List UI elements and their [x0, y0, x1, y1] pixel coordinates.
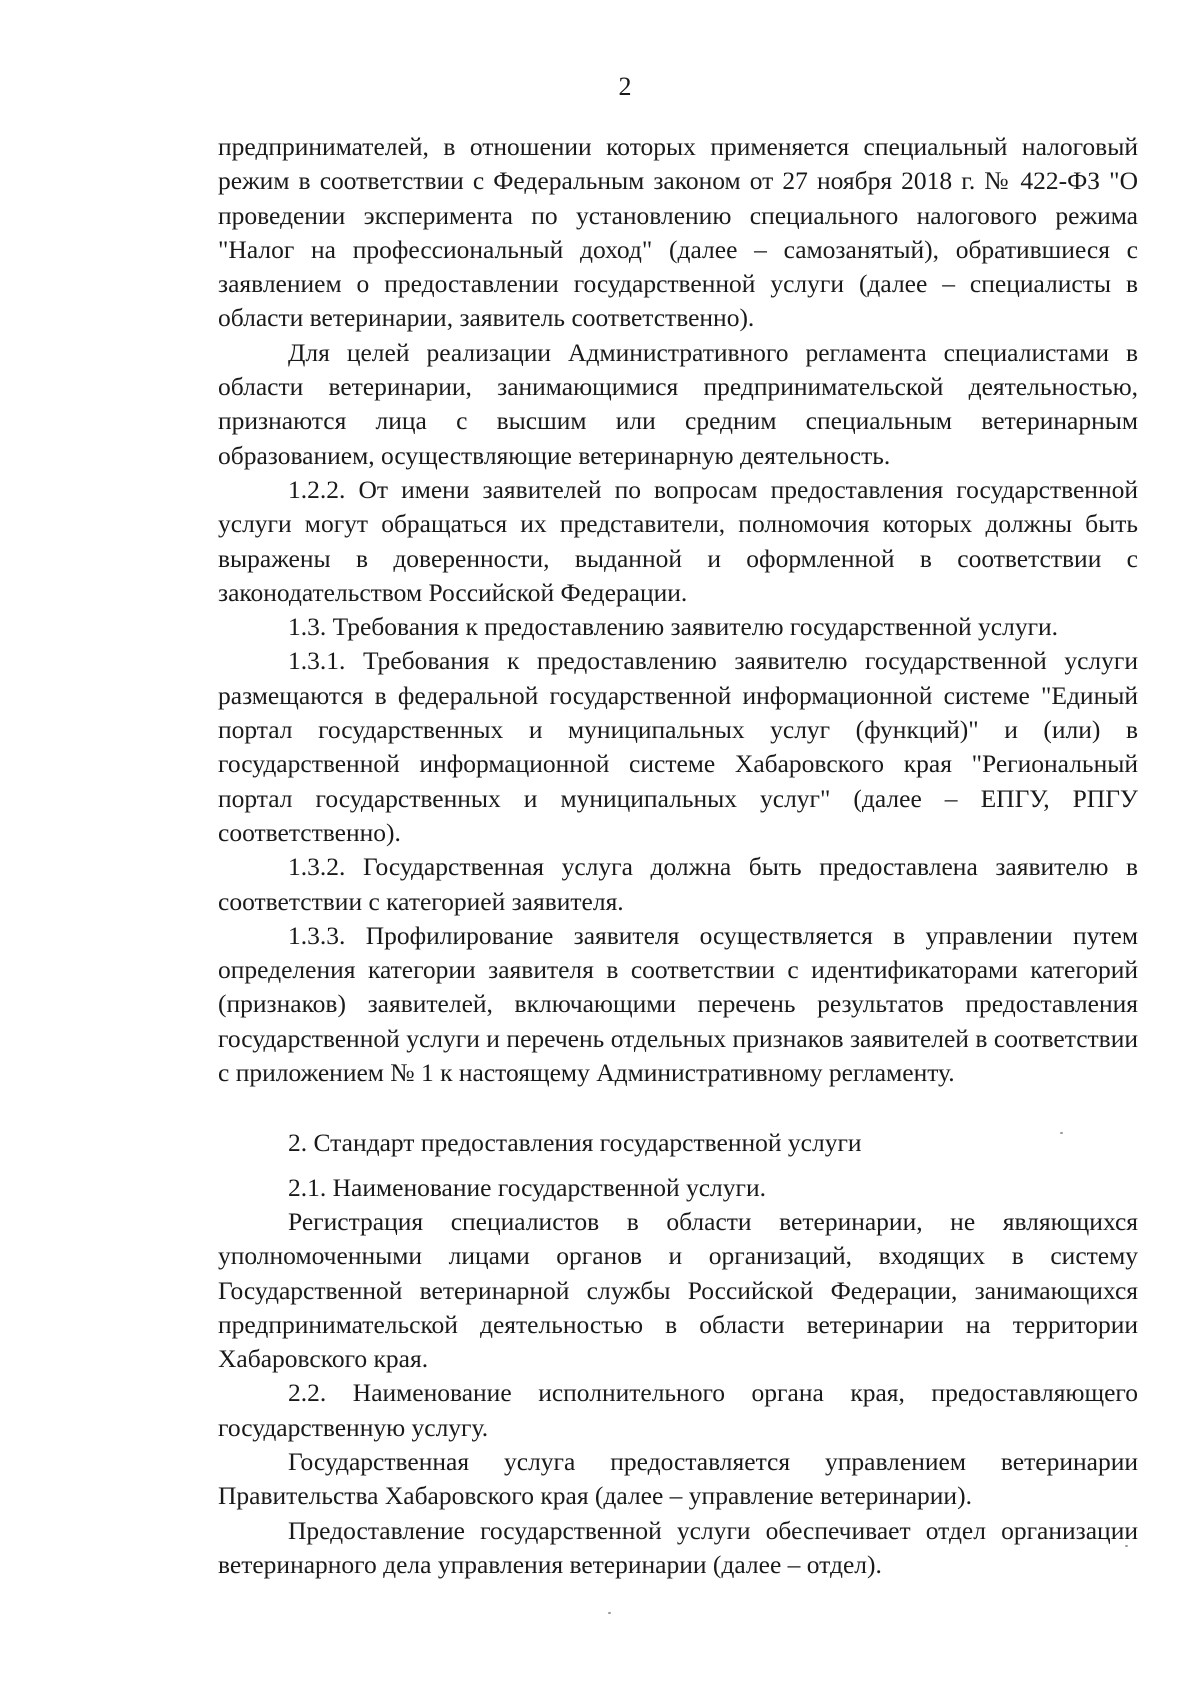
- paragraph-department: Предоставление государственной услуги обеспечивает отдел организации ветеринарного дела управления ветеринарии (далее – отдел).: [218, 1515, 1138, 1579]
- paragraph-1-3-2: 1.3.2. Государственная услуга должна быть предоставлена заявителю в соответствии с категорией заявителя.: [218, 852, 1138, 916]
- scan-speck: [1125, 1545, 1128, 1547]
- paragraph-2: Для целей реализации Административного регламента специалистами в области ветеринарии, занимающимися предпринимательской деятельностью, признаются лица с высшим или средним специальным ветеринарным образованием, осуществляющие ветеринарную деятельность.: [218, 337, 1138, 470]
- page-number: 2: [618, 72, 632, 101]
- scan-speck: [608, 1612, 611, 1614]
- paragraph-1-3-1: 1.3.1. Требования к предоставлению заявителю государственной услуги размещаются в федеральной государственной информационной системе "Единый портал государственных и муниципальных услуг (функций)" и (или) в государственной информационной системе Хабаровского края "Региональный портал государственных и муниципальных услуг" (далее – ЕПГУ, РПГУ соответственно).: [218, 646, 1138, 847]
- paragraph-1: предпринимателей, в отношении которых применяется специальный налоговый режим в соответствии с Федеральным законом от 27 ноября 2018 г. № 422-ФЗ "О проведении эксперимента по установлению специального налогового режима "Налог на профессиональный доход" (далее – самозанятый), обратившиеся с заявлением о предоставлении государственной услуги (далее – специалисты в области ветеринарии, заявитель соответственно).: [218, 132, 1138, 333]
- scan-speck: [1060, 1132, 1063, 1134]
- paragraph-1-3-3: 1.3.3. Профилирование заявителя осуществляется в управлении путем определения категории заявителя в соответствии с идентификаторами категорий (признаков) заявителей, включающими перечень результатов предоставления государственной услуги и перечень отдельных признаков заявителей в соответствии с приложением № 1 к настоящему Административному регламенту.: [218, 920, 1138, 1088]
- paragraph-2-2: 2.2. Наименование исполнительного органа края, предоставляющего государственную услугу.: [218, 1378, 1138, 1442]
- paragraph-2-1: 2.1. Наименование государственной услуги.: [288, 1172, 767, 1202]
- paragraph-service-name: Регистрация специалистов в области ветеринарии, не являющихся уполномоченными лицами органов и организаций, входящих в систему Государственной ветеринарной службы Российской Федерации, занимающихся предпринимательской деятельностью в области ветеринарии на территории Хабаровского края.: [218, 1206, 1138, 1374]
- paragraph-1-2-2: 1.2.2. От имени заявителей по вопросам предоставления государственной услуги могут обращаться их представители, полномочия которых должны быть выражены в доверенности, выданной и оформленной в соответствии с законодательством Российской Федерации.: [218, 474, 1138, 607]
- paragraph-1-3: 1.3. Требования к предоставлению заявителю государственной услуги.: [288, 612, 1059, 642]
- paragraph-provider: Государственная услуга предоставляется управлением ветеринарии Правительства Хабаровского края (далее – управление ветеринарии).: [218, 1446, 1138, 1511]
- document-body: [218, 130, 1138, 1582]
- section-heading-2: 2. Стандарт предоставления государственной услуги: [288, 1128, 862, 1158]
